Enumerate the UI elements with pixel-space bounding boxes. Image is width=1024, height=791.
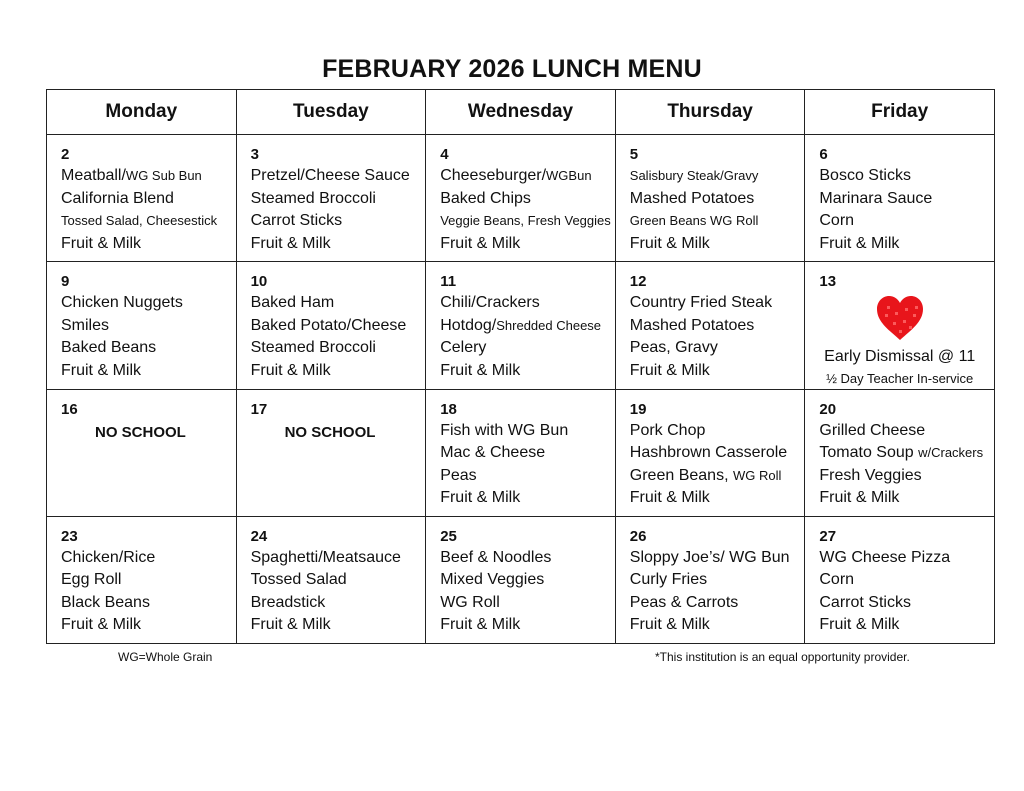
menu-item [251, 292, 418, 315]
menu-item-text: Country Fried Steak [629, 294, 773, 311]
day-cell [426, 389, 616, 516]
menu-item-text: Meatball/ [61, 167, 126, 184]
day-cell [426, 135, 616, 262]
teacher-inservice-note: ½ Day Teacher In-service [826, 370, 974, 386]
menu-item-text: Fruit & Milk [61, 616, 141, 633]
menu-item-text: Fruit & Milk [819, 489, 900, 506]
menu-item [630, 337, 797, 360]
day-cell [236, 262, 426, 390]
menu-item-text: Mashed Potatoes [629, 316, 755, 334]
menu-item-text: Fruit & Milk [61, 361, 141, 379]
menu-item [440, 569, 607, 592]
menu-item-text: Beef & Noodles [440, 548, 552, 566]
day-number: 20 [819, 400, 837, 418]
day-cell [426, 262, 616, 390]
menu-item [630, 233, 797, 256]
menu-item-small-text: Salisbury Steak/Gravy [629, 168, 759, 183]
menu-item [440, 614, 607, 637]
menu-item-text: Fruit & Milk [440, 616, 521, 633]
day-number: 19 [629, 400, 647, 418]
menu-item-text: Tossed Salad [250, 571, 347, 588]
menu-item-text: Hashbrown Casserole [629, 444, 788, 461]
menu-item [251, 188, 418, 211]
menu-item [630, 188, 797, 211]
menu-item [630, 420, 797, 443]
menu-item [630, 569, 797, 592]
weekday-header-row [47, 90, 995, 135]
day-number: 16 [61, 400, 78, 418]
menu-item-text: Fruit & Milk [440, 234, 521, 252]
menu-item [61, 360, 228, 383]
menu-item [61, 337, 228, 360]
menu-item-text: Mixed Veggies [440, 571, 545, 588]
lunch-menu-table [46, 89, 995, 644]
menu-item-text: Chicken/Rice [61, 548, 156, 566]
menu-item-text: Peas & Carrots [629, 593, 739, 611]
menu-item [440, 442, 607, 465]
menu-item-text: Carrot Sticks [250, 212, 343, 229]
menu-item-text: Fish with WG Bun [440, 421, 569, 439]
menu-item [630, 292, 797, 315]
day-number: 10 [250, 273, 268, 290]
menu-item-text: Corn [819, 212, 855, 229]
menu-item [251, 337, 418, 360]
menu-item [440, 420, 607, 443]
page-title: FEBRUARY 2026 LUNCH MENU [322, 55, 702, 83]
menu-item-small-text: Tossed Salad, Cheesestick [61, 213, 218, 228]
menu-item-small-text: Shredded Cheese [496, 317, 602, 333]
menu-item-text: Pretzel/Cheese Sauce [250, 167, 410, 184]
menu-item [251, 592, 418, 615]
menu-item-text: Peas, Gravy [629, 339, 718, 356]
menu-item [819, 210, 986, 233]
menu-item [819, 592, 986, 615]
menu-item [819, 233, 986, 256]
menu-item-text: Baked Potato/Cheese [250, 316, 407, 334]
menu-item-small-text: WG Sub Bun [125, 168, 202, 183]
day-cell [236, 516, 426, 643]
menu-item [251, 233, 418, 256]
day-number: 12 [629, 273, 647, 290]
menu-item-text: Peas [440, 466, 477, 484]
menu-item [61, 210, 228, 233]
menu-item [630, 360, 797, 383]
menu-item-text: Corn [819, 571, 855, 588]
footer-equal-opportunity: *This institution is an equal opportunity provider. [655, 650, 910, 664]
menu-item [61, 614, 228, 637]
menu-item [819, 487, 986, 510]
day-cell [47, 389, 237, 516]
menu-item-small-text: Veggie Beans, Fresh Veggies [440, 213, 611, 228]
menu-item-text: Egg Roll [61, 571, 122, 588]
menu-item-text: WG Roll [440, 593, 500, 611]
menu-item-text: Fruit & Milk [629, 361, 710, 379]
menu-item [61, 292, 228, 315]
day-number: 11 [440, 273, 457, 290]
header-wednesday: Wednesday [426, 90, 616, 135]
menu-item-text: Steamed Broccoli [250, 189, 376, 207]
menu-item [630, 614, 797, 637]
menu-item-text: California Blend [61, 189, 174, 207]
menu-item [819, 420, 986, 443]
menu-item-small-text: Green Beans WG Roll [629, 213, 759, 228]
menu-item-text: Mac & Cheese [440, 444, 546, 461]
menu-item [440, 465, 607, 488]
header-monday: Monday [47, 90, 237, 135]
menu-item [440, 188, 607, 211]
day-number: 26 [629, 527, 647, 545]
menu-item-text: Steamed Broccoli [250, 339, 376, 356]
menu-item [61, 165, 228, 188]
menu-item [819, 188, 986, 211]
day-number: 5 [629, 146, 639, 163]
day-number: 18 [440, 400, 457, 418]
week-row [47, 262, 995, 390]
menu-item [251, 315, 418, 338]
menu-item-text: Green Beans, [629, 466, 733, 484]
day-number: 6 [819, 146, 828, 163]
menu-item-text: Mashed Potatoes [629, 189, 755, 207]
menu-item [251, 210, 418, 233]
menu-item-text: Spaghetti/Meatsauce [250, 548, 401, 566]
menu-item [251, 165, 418, 188]
menu-item-small-text: WGBun [546, 168, 592, 183]
day-cell [805, 516, 995, 643]
day-cell [236, 389, 426, 516]
menu-item-text: Fresh Veggies [819, 466, 922, 484]
menu-item [61, 188, 228, 211]
menu-item-text: Fruit & Milk [629, 234, 710, 252]
day-number: 23 [61, 527, 78, 545]
day-number: 25 [440, 527, 457, 545]
day-cell [47, 262, 237, 390]
menu-item [630, 165, 797, 188]
menu-item-text: Fruit & Milk [819, 234, 900, 252]
header-tuesday: Tuesday [236, 90, 426, 135]
menu-item-small-text: WG Roll [732, 467, 782, 483]
menu-item [819, 569, 986, 592]
header-thursday: Thursday [615, 90, 805, 135]
early-dismissal-note: Early Dismissal @ 11 [824, 348, 976, 365]
menu-item [440, 315, 607, 338]
menu-item [440, 487, 607, 510]
day-number: 17 [250, 400, 268, 418]
menu-item-text: Fruit & Milk [440, 489, 521, 506]
menu-item [440, 233, 607, 256]
menu-item [61, 233, 228, 256]
menu-item-text: Chili/Crackers [440, 294, 540, 311]
menu-item-text: Baked Ham [250, 294, 335, 311]
day-cell [805, 135, 995, 262]
menu-body [47, 135, 995, 644]
menu-item [819, 165, 986, 188]
day-cell [615, 516, 805, 643]
menu-item-small-text: w/Crackers [918, 445, 984, 460]
menu-item [440, 165, 607, 188]
menu-item-text: Grilled Cheese [819, 421, 926, 439]
day-number: 24 [250, 527, 268, 545]
menu-item [440, 292, 607, 315]
menu-item [440, 360, 607, 383]
menu-item-text: Carrot Sticks [819, 593, 911, 611]
menu-item [630, 315, 797, 338]
menu-item-text: Breadstick [250, 593, 326, 611]
menu-item [630, 547, 797, 570]
menu-item-text: Fruit & Milk [819, 616, 900, 633]
week-row [47, 389, 995, 516]
header-friday: Friday [805, 90, 995, 135]
menu-item [440, 547, 607, 570]
week-row [47, 516, 995, 643]
menu-item-text: Baked Beans [61, 339, 157, 356]
menu-item [61, 547, 228, 570]
menu-item-text: Fruit & Milk [250, 234, 331, 252]
menu-item-text: Pork Chop [629, 421, 706, 439]
menu-item [440, 210, 611, 233]
menu-item-text: Fruit & Milk [629, 489, 710, 506]
no-school-label: NO SCHOOL [284, 423, 376, 441]
menu-item-text: Smiles [61, 316, 110, 334]
menu-item-text: Curly Fries [629, 571, 708, 588]
day-number: 3 [250, 146, 259, 163]
day-cell [47, 516, 237, 643]
menu-item-text: Fruit & Milk [440, 361, 521, 379]
menu-item [630, 465, 797, 488]
menu-item [440, 592, 607, 615]
day-number: 2 [61, 146, 70, 163]
menu-item [251, 360, 418, 383]
menu-item-text: Fruit & Milk [250, 616, 331, 633]
menu-item-text: Chicken Nuggets [61, 294, 183, 311]
menu-item-text: Celery [440, 339, 487, 356]
menu-item-text: WG Cheese Pizza [819, 548, 951, 566]
day-cell [47, 135, 237, 262]
day-cell [615, 262, 805, 390]
menu-item [819, 547, 986, 570]
menu-item-text: Cheeseburger/ [440, 167, 547, 184]
menu-item [251, 569, 418, 592]
week-row [47, 135, 995, 262]
menu-item [251, 547, 418, 570]
menu-item-text: Fruit & Milk [61, 234, 141, 252]
menu-item-text: Tomato Soup [819, 444, 919, 461]
menu-item [819, 442, 986, 465]
menu-item [61, 592, 228, 615]
menu-item-text: Marinara Sauce [819, 189, 933, 207]
menu-item-text: Hotdog/ [440, 316, 497, 334]
menu-item [819, 465, 986, 488]
no-school-label: NO SCHOOL [95, 423, 186, 441]
menu-item [630, 592, 797, 615]
menu-item [61, 569, 228, 592]
menu-item [251, 614, 418, 637]
menu-item-text: Fruit & Milk [250, 361, 331, 379]
day-cell [805, 389, 995, 516]
menu-item [440, 337, 607, 360]
day-number: 27 [819, 527, 837, 545]
day-cell [805, 262, 995, 390]
day-cell [236, 135, 426, 262]
menu-item-text: Baked Chips [440, 189, 531, 207]
day-number: 4 [440, 146, 449, 163]
day-cell [426, 516, 616, 643]
menu-item [630, 442, 797, 465]
menu-item [61, 315, 228, 338]
menu-item [819, 614, 986, 637]
menu-item-text: Black Beans [61, 593, 150, 611]
day-cell [615, 135, 805, 262]
footer-wg-note: WG=Whole Grain [118, 650, 213, 664]
day-cell [615, 389, 805, 516]
menu-item-text: Fruit & Milk [629, 616, 710, 633]
day-number: 9 [61, 273, 70, 290]
day-number: 13 [819, 273, 837, 290]
menu-item-text: Sloppy Joe’s/ WG Bun [629, 548, 790, 566]
menu-item [630, 487, 797, 510]
menu-item-text: Bosco Sticks [819, 167, 911, 184]
heart-icon [813, 294, 986, 346]
menu-item [630, 210, 797, 233]
